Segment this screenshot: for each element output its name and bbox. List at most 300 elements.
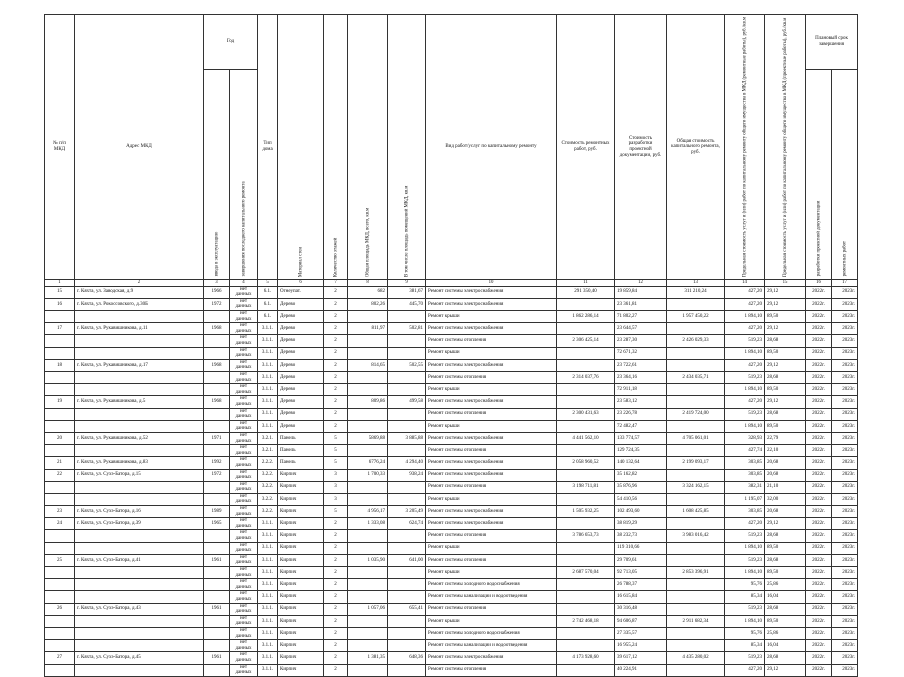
row-work-type: Ремонт крыши	[426, 311, 557, 323]
row-wall-material: Кирпич	[278, 615, 324, 627]
row-doc-cost: 38 232,73	[615, 530, 667, 542]
row-repair-cost	[557, 542, 615, 554]
row-planned-design: 2022г.	[806, 457, 832, 469]
row-limit-design: 20,68	[765, 469, 806, 481]
row-planned-design: 2022г.	[806, 518, 832, 530]
row-house-type: 3.1.1.	[258, 384, 278, 396]
row-year-commission: 1961	[204, 603, 230, 615]
row-year-last-repair: нет данных	[230, 664, 258, 676]
row-year-commission	[204, 481, 230, 493]
row-repair-cost: 2 314 037,76	[557, 372, 615, 384]
row-total-area	[348, 615, 388, 627]
row-limit-design: 29,12	[765, 298, 806, 310]
row-floors: 5	[324, 506, 348, 518]
table-row	[45, 506, 858, 518]
row-house-type: 3.1.1.	[258, 408, 278, 420]
row-year-commission: 1968	[204, 323, 230, 335]
row-planned-design: 2022г.	[806, 603, 832, 615]
row-work-type: Ремонт системы отопления	[426, 481, 557, 493]
table-row	[45, 323, 858, 335]
row-planned-design: 2022г.	[806, 298, 832, 310]
row-address	[75, 664, 204, 676]
row-residential-area: 3 885,88	[388, 432, 426, 444]
row-house-type: 3.1.1.	[258, 603, 278, 615]
row-number	[45, 445, 75, 457]
row-house-type: 3.1.1.	[258, 372, 278, 384]
row-address	[75, 445, 204, 457]
row-wall-material: Огнеупат.	[278, 286, 324, 298]
row-residential-area: 381,67	[388, 286, 426, 298]
row-house-type: 3.1.1.	[258, 518, 278, 530]
row-floors: 2	[324, 554, 348, 566]
row-total-area: 814,65	[348, 359, 388, 371]
table-row	[45, 554, 858, 566]
row-doc-cost: 16 955,24	[615, 640, 667, 652]
row-limit-repair: 328,93	[725, 432, 765, 444]
row-floors: 2	[324, 603, 348, 615]
row-year-commission	[204, 311, 230, 323]
row-address	[75, 335, 204, 347]
table-row	[45, 518, 858, 530]
row-planned-design: 2022г.	[806, 591, 832, 603]
row-planned-repair: 2023г.	[832, 396, 858, 408]
row-floors: 2	[324, 542, 348, 554]
row-address: г. Кяхта, ул. Рукавишникова, д.83	[75, 457, 204, 469]
row-limit-repair: 519,23	[725, 554, 765, 566]
row-repair-cost: 2 300 431,63	[557, 408, 615, 420]
row-wall-material: Кирпич	[278, 652, 324, 664]
row-year-last-repair: нет данных	[230, 286, 258, 298]
table-header	[45, 15, 858, 287]
row-total-cost	[667, 396, 725, 408]
table-row	[45, 359, 858, 371]
row-work-type: Ремонт системы отопления	[426, 554, 557, 566]
col-number: 17	[832, 280, 858, 287]
row-floors: 2	[324, 420, 348, 432]
row-house-type: 3.1.1.	[258, 554, 278, 566]
row-wall-material: Кирпич	[278, 579, 324, 591]
table-row	[45, 640, 858, 652]
row-total-area	[348, 591, 388, 603]
row-floors: 2	[324, 627, 348, 639]
row-planned-repair: 2023г.	[832, 384, 858, 396]
row-total-cost: 2 911 682,34	[667, 615, 725, 627]
row-number	[45, 579, 75, 591]
row-number	[45, 542, 75, 554]
row-address: г. Кяхта, ул. Сухэ-Батора, д.45	[75, 652, 204, 664]
table-row	[45, 384, 858, 396]
row-total-area	[348, 445, 388, 457]
row-limit-design: 28,68	[765, 652, 806, 664]
row-planned-design: 2022г.	[806, 567, 832, 579]
row-wall-material: Кирпич	[278, 591, 324, 603]
header-residential-area: В том числе площадь помещений МКД, кв.м	[388, 15, 426, 280]
row-limit-repair: 85,34	[725, 591, 765, 603]
row-residential-area	[388, 530, 426, 542]
row-limit-design: 29,12	[765, 664, 806, 676]
row-year-commission	[204, 384, 230, 396]
row-limit-repair: 1 894,10	[725, 615, 765, 627]
row-floors: 2	[324, 579, 348, 591]
row-total-cost	[667, 542, 725, 554]
row-planned-design: 2022г.	[806, 530, 832, 542]
row-address: г. Кяхта, ул. Рукавишникова, д.5	[75, 396, 204, 408]
row-wall-material: Кирпич	[278, 664, 324, 676]
row-total-area	[348, 408, 388, 420]
row-year-commission: 1992	[204, 457, 230, 469]
row-doc-cost: 23 226,78	[615, 408, 667, 420]
row-year-last-repair: нет данных	[230, 652, 258, 664]
row-planned-repair: 2023г.	[832, 506, 858, 518]
row-address	[75, 384, 204, 396]
row-repair-cost	[557, 445, 615, 457]
row-wall-material: Дерево	[278, 298, 324, 310]
row-limit-repair: 382,31	[725, 481, 765, 493]
row-repair-cost: 1 505 932,25	[557, 506, 615, 518]
row-planned-repair: 2023г.	[832, 445, 858, 457]
row-repair-cost	[557, 554, 615, 566]
row-limit-repair: 303,85	[725, 457, 765, 469]
row-total-area: 1 333,08	[348, 518, 388, 530]
row-planned-repair: 2023г.	[832, 372, 858, 384]
row-work-type: Ремонт крыши	[426, 615, 557, 627]
row-address	[75, 530, 204, 542]
col-number: 8	[348, 280, 388, 287]
row-doc-cost: 119 310,66	[615, 542, 667, 554]
row-planned-design: 2022г.	[806, 554, 832, 566]
row-repair-cost: 2 687 570,04	[557, 567, 615, 579]
row-wall-material: Дерево	[278, 335, 324, 347]
col-number: 4	[230, 280, 258, 287]
header-house-type: Тип дома	[258, 15, 278, 280]
row-house-type: 3.1.1.	[258, 652, 278, 664]
row-planned-repair: 2023г.	[832, 359, 858, 371]
row-residential-area: 648,36	[388, 652, 426, 664]
row-limit-repair: 1 894,10	[725, 311, 765, 323]
row-planned-design: 2022г.	[806, 286, 832, 298]
col-number: 5	[258, 280, 278, 287]
row-repair-cost	[557, 493, 615, 505]
row-address: г. Кяхта, ул. Рукавишникова, д.11	[75, 323, 204, 335]
row-limit-repair: 427,20	[725, 286, 765, 298]
row-planned-design: 2022г.	[806, 579, 832, 591]
row-repair-cost	[557, 298, 615, 310]
row-doc-cost: 92 713,05	[615, 567, 667, 579]
row-number: 26	[45, 603, 75, 615]
row-total-cost: 3 324 162,15	[667, 481, 725, 493]
col-number: 9	[388, 280, 426, 287]
row-wall-material: Дерево	[278, 311, 324, 323]
row-work-type: Ремонт крыши	[426, 567, 557, 579]
row-number: 24	[45, 518, 75, 530]
row-planned-repair: 2023г.	[832, 493, 858, 505]
row-planned-repair: 2023г.	[832, 542, 858, 554]
table-row	[45, 298, 858, 310]
row-limit-design: 28,68	[765, 335, 806, 347]
row-number: 16	[45, 298, 75, 310]
row-planned-design: 2022г.	[806, 481, 832, 493]
row-planned-repair: 2023г.	[832, 298, 858, 310]
row-total-area: 1 381,35	[348, 652, 388, 664]
table-row	[45, 615, 858, 627]
row-planned-repair: 2023г.	[832, 335, 858, 347]
row-work-type: Ремонт системы отопления	[426, 372, 557, 384]
row-repair-cost: 3 198 711,81	[557, 481, 615, 493]
row-address	[75, 567, 204, 579]
row-doc-cost: 140 132,64	[615, 457, 667, 469]
row-total-area: 811,97	[348, 323, 388, 335]
header-wall-material: Материал стен	[278, 15, 324, 280]
row-total-cost	[667, 579, 725, 591]
row-house-type: 3.2.1.	[258, 432, 278, 444]
row-total-area	[348, 311, 388, 323]
row-total-area	[348, 372, 388, 384]
row-year-last-repair: нет данных	[230, 420, 258, 432]
row-address: г. Кяхта, ул. Сухэ-Батора, д.43	[75, 603, 204, 615]
row-house-type: 3.1.1.	[258, 579, 278, 591]
row-work-type: Ремонт системы электроснабжения	[426, 396, 557, 408]
row-year-commission	[204, 567, 230, 579]
table-row	[45, 493, 858, 505]
row-number	[45, 347, 75, 359]
row-total-area	[348, 347, 388, 359]
row-total-cost	[667, 640, 725, 652]
table-row	[45, 530, 858, 542]
row-limit-design: 29,12	[765, 518, 806, 530]
row-total-cost	[667, 323, 725, 335]
row-number	[45, 591, 75, 603]
row-planned-design: 2022г.	[806, 323, 832, 335]
row-work-type: Ремонт системы электроснабжения	[426, 506, 557, 518]
row-floors: 2	[324, 518, 348, 530]
row-address	[75, 627, 204, 639]
table-row	[45, 652, 858, 664]
row-total-area	[348, 530, 388, 542]
row-limit-repair: 1 894,10	[725, 567, 765, 579]
row-house-type: 3.1.1.	[258, 335, 278, 347]
row-work-type: Ремонт системы электроснабжения	[426, 323, 557, 335]
row-address	[75, 311, 204, 323]
row-repair-cost	[557, 396, 615, 408]
row-wall-material: Кирпич	[278, 530, 324, 542]
row-total-cost: 1 608 425,85	[667, 506, 725, 518]
row-year-commission: 1989	[204, 506, 230, 518]
row-total-area	[348, 335, 388, 347]
row-planned-design: 2022г.	[806, 493, 832, 505]
row-planned-design: 2022г.	[806, 408, 832, 420]
row-doc-cost: 102 493,60	[615, 506, 667, 518]
row-work-type: Ремонт системы электроснабжения	[426, 432, 557, 444]
row-year-commission: 1966	[204, 286, 230, 298]
row-wall-material: Дерево	[278, 408, 324, 420]
row-number	[45, 372, 75, 384]
row-residential-area: 624,74	[388, 518, 426, 530]
row-limit-design: 20,68	[765, 457, 806, 469]
row-floors: 2	[324, 530, 348, 542]
row-residential-area	[388, 542, 426, 554]
row-address	[75, 493, 204, 505]
header-total-area: Общая площадь МКД, всего, кв.м	[348, 15, 388, 280]
row-planned-design: 2022г.	[806, 469, 832, 481]
row-year-commission: 1961	[204, 554, 230, 566]
row-total-area	[348, 579, 388, 591]
row-house-type: 3.2.1.	[258, 445, 278, 457]
row-number	[45, 567, 75, 579]
row-limit-repair: 85,34	[725, 640, 765, 652]
row-planned-repair: 2023г.	[832, 640, 858, 652]
row-wall-material: Дерево	[278, 396, 324, 408]
row-limit-design: 21,10	[765, 481, 806, 493]
row-residential-area	[388, 481, 426, 493]
row-planned-repair: 2023г.	[832, 347, 858, 359]
row-limit-repair: 427,74	[725, 445, 765, 457]
row-planned-repair: 2023г.	[832, 591, 858, 603]
row-limit-design: 29,12	[765, 286, 806, 298]
row-wall-material: Панель	[278, 445, 324, 457]
row-year-commission: 1972	[204, 298, 230, 310]
row-limit-repair: 427,20	[725, 359, 765, 371]
row-house-type: 3.1.1.	[258, 664, 278, 676]
row-limit-design: 29,12	[765, 396, 806, 408]
row-year-last-repair: нет данных	[230, 445, 258, 457]
row-number: 19	[45, 396, 75, 408]
row-doc-cost: 38 819,29	[615, 518, 667, 530]
row-year-commission: 1961	[204, 652, 230, 664]
row-number: 18	[45, 359, 75, 371]
row-planned-repair: 2023г.	[832, 432, 858, 444]
row-wall-material: Дерево	[278, 323, 324, 335]
row-year-last-repair: нет данных	[230, 359, 258, 371]
row-total-cost: 2 853 396,91	[667, 567, 725, 579]
row-planned-repair: 2023г.	[832, 554, 858, 566]
row-year-commission: 1972	[204, 469, 230, 481]
col-number: 15	[765, 280, 806, 287]
row-wall-material: Дерево	[278, 372, 324, 384]
row-planned-design: 2022г.	[806, 396, 832, 408]
row-planned-repair: 2023г.	[832, 664, 858, 676]
header-floors: Количество этажей	[324, 15, 348, 280]
row-house-type: 3.1.1.	[258, 396, 278, 408]
row-repair-cost	[557, 420, 615, 432]
row-residential-area	[388, 445, 426, 457]
row-repair-cost	[557, 384, 615, 396]
row-year-commission	[204, 530, 230, 542]
row-address	[75, 420, 204, 432]
table-body	[45, 286, 858, 676]
row-wall-material: Кирпич	[278, 554, 324, 566]
row-doc-cost: 23 583,12	[615, 396, 667, 408]
row-limit-repair: 303,85	[725, 469, 765, 481]
row-planned-design: 2022г.	[806, 627, 832, 639]
row-year-last-repair: нет данных	[230, 493, 258, 505]
row-wall-material: Дерево	[278, 420, 324, 432]
row-limit-design: 89,50	[765, 384, 806, 396]
row-total-area	[348, 664, 388, 676]
row-floors: 2	[324, 567, 348, 579]
row-floors: 2	[324, 408, 348, 420]
header-no: № п/п МКД	[45, 15, 75, 280]
column-number-row	[45, 280, 858, 287]
row-total-area	[348, 627, 388, 639]
row-limit-design: 32,00	[765, 493, 806, 505]
row-repair-cost	[557, 469, 615, 481]
row-address: г. Кяхта, ул. Рокоссовского, д.30Б	[75, 298, 204, 310]
row-limit-repair: 95,76	[725, 627, 765, 639]
table-row	[45, 627, 858, 639]
row-planned-repair: 2023г.	[832, 579, 858, 591]
row-work-type: Ремонт крыши	[426, 493, 557, 505]
row-residential-area	[388, 420, 426, 432]
row-total-cost: 2 199 093,17	[667, 457, 725, 469]
row-number	[45, 640, 75, 652]
header-planned-repair: ремонтных работ	[832, 69, 858, 279]
row-floors: 2	[324, 372, 348, 384]
row-total-area: 6776,24	[348, 457, 388, 469]
header-address: Адрес МКД	[75, 15, 204, 280]
row-repair-cost	[557, 323, 615, 335]
row-year-commission: 1971	[204, 432, 230, 444]
row-total-area	[348, 493, 388, 505]
row-address	[75, 579, 204, 591]
row-number: 25	[45, 554, 75, 566]
header-repair-cost: Стоимость ремонтных работ, руб.	[557, 15, 615, 280]
row-year-last-repair: нет данных	[230, 432, 258, 444]
table-row	[45, 542, 858, 554]
table-row	[45, 579, 858, 591]
row-limit-design: 22,10	[765, 445, 806, 457]
col-number: 2	[75, 280, 204, 287]
row-year-last-repair: нет данных	[230, 579, 258, 591]
row-floors: 2	[324, 298, 348, 310]
row-year-last-repair: нет данных	[230, 591, 258, 603]
row-wall-material: Кирпич	[278, 506, 324, 518]
row-total-cost	[667, 493, 725, 505]
row-planned-design: 2022г.	[806, 445, 832, 457]
row-number: 22	[45, 469, 75, 481]
row-total-cost: 2 426 029,33	[667, 335, 725, 347]
row-floors: 2	[324, 591, 348, 603]
row-planned-design: 2022г.	[806, 506, 832, 518]
row-floors: 2	[324, 335, 348, 347]
row-total-cost	[667, 298, 725, 310]
row-year-last-repair: нет данных	[230, 347, 258, 359]
row-house-type: 3.1.1.	[258, 640, 278, 652]
row-limit-repair: 1 894,10	[725, 420, 765, 432]
row-planned-repair: 2023г.	[832, 457, 858, 469]
row-limit-design: 28,68	[765, 554, 806, 566]
row-repair-cost: 4 441 562,10	[557, 432, 615, 444]
table-row	[45, 457, 858, 469]
row-planned-repair: 2023г.	[832, 323, 858, 335]
row-limit-repair: 1 894,10	[725, 542, 765, 554]
row-year-last-repair: нет данных	[230, 372, 258, 384]
row-residential-area: 499,58	[388, 396, 426, 408]
col-number: 6	[278, 280, 324, 287]
row-year-last-repair: нет данных	[230, 603, 258, 615]
row-residential-area	[388, 372, 426, 384]
row-repair-cost	[557, 579, 615, 591]
row-year-commission	[204, 372, 230, 384]
header-limit-design: Предельная стоимость услуг и (или) работ по капитальному ремонту общего имущества в МКД (проектные работы), руб./кв.м	[765, 15, 806, 280]
row-address	[75, 372, 204, 384]
row-work-type: Ремонт системы отопления	[426, 603, 557, 615]
row-number	[45, 384, 75, 396]
row-total-area	[348, 567, 388, 579]
row-year-commission	[204, 627, 230, 639]
col-number: 12	[615, 280, 667, 287]
col-number: 7	[324, 280, 348, 287]
row-total-cost	[667, 554, 725, 566]
